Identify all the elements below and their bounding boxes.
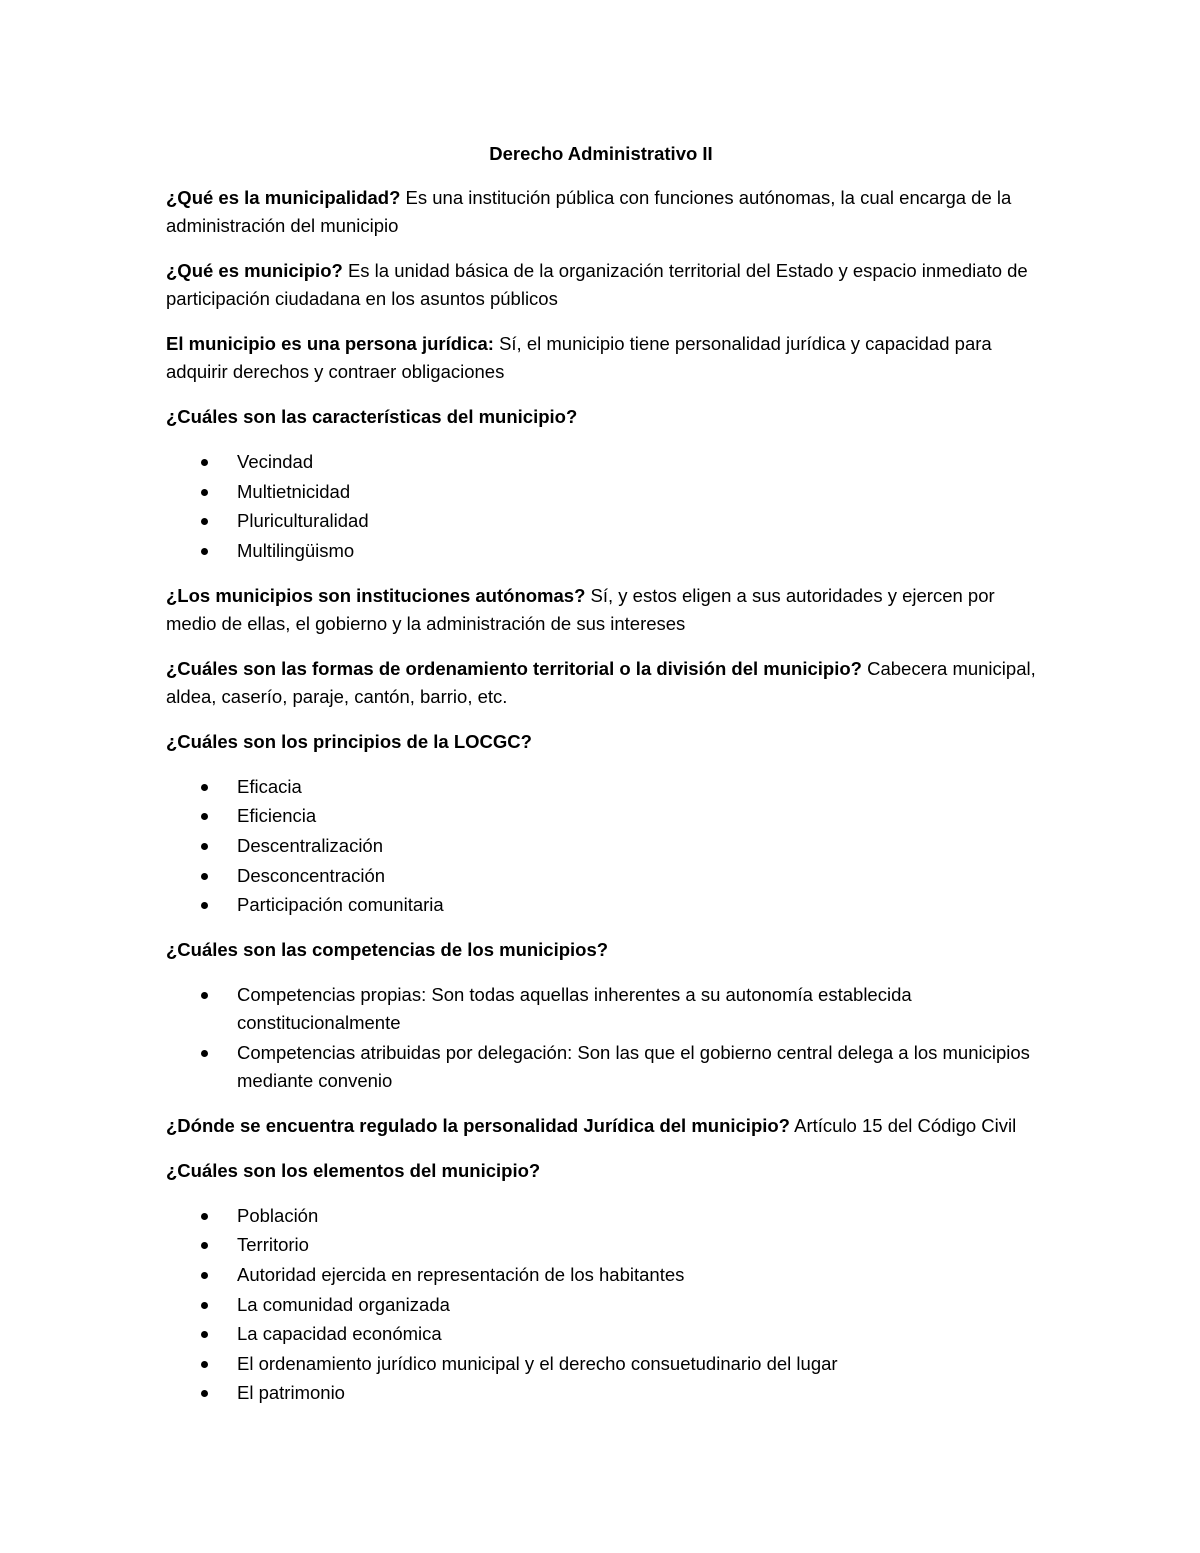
list-elementos bbox=[166, 1202, 1036, 1408]
question-principios: ¿Cuáles son los principios de la LOCGC? bbox=[166, 730, 532, 752]
list-item-text: La comunidad organizada bbox=[237, 1293, 450, 1315]
list-item bbox=[166, 1231, 1036, 1259]
bullet-icon bbox=[201, 548, 208, 555]
list-item-text: Multietnicidad bbox=[237, 480, 351, 502]
bullet-icon bbox=[201, 1272, 208, 1279]
answer-text: Es una institución pública con funciones autónomas, la cual encarga de la administración del municipio bbox=[166, 187, 1012, 236]
question-text: ¿Los municipios son instituciones autónomas? bbox=[166, 584, 586, 606]
bullet-icon bbox=[201, 489, 208, 496]
list-item-text: Vecindad bbox=[237, 451, 314, 472]
bullet-icon bbox=[201, 459, 208, 466]
bullet-icon bbox=[201, 813, 208, 820]
document-title: Derecho Administrativo II bbox=[489, 143, 713, 164]
bullet-icon bbox=[201, 1213, 208, 1220]
bullet-icon bbox=[201, 1390, 208, 1397]
list-item bbox=[166, 1039, 1036, 1095]
list-item-text: Eficiencia bbox=[237, 805, 317, 827]
list-caracteristicas bbox=[166, 448, 1036, 565]
list-item bbox=[166, 507, 1036, 535]
qa-persona-juridica bbox=[166, 330, 1036, 386]
list-item bbox=[166, 1379, 1036, 1407]
list-item-text: Eficacia bbox=[237, 775, 302, 797]
qa-municipio bbox=[166, 257, 1036, 313]
list-item bbox=[166, 1320, 1036, 1348]
list-item-text: La capacidad económica bbox=[237, 1323, 442, 1345]
question-elementos: ¿Cuáles son los elementos del municipio? bbox=[166, 1159, 541, 1181]
question-caracteristicas: ¿Cuáles son las características del municipio? bbox=[166, 406, 578, 427]
qa-autonomas bbox=[166, 582, 1036, 638]
bullet-icon bbox=[201, 1361, 208, 1368]
list-item bbox=[166, 802, 1036, 830]
list-item bbox=[166, 832, 1036, 860]
list-item-text: El ordenamiento jurídico municipal y el derecho consuetudinario del lugar bbox=[237, 1352, 838, 1374]
list-item bbox=[166, 981, 1036, 1037]
bullet-icon bbox=[201, 873, 208, 880]
bullet-icon bbox=[201, 1302, 208, 1309]
list-principios bbox=[166, 773, 1036, 919]
list-item bbox=[166, 448, 1036, 476]
answer-text: Cabecera municipal, aldea, caserío, paraje, cantón, barrio, etc. bbox=[166, 657, 1036, 707]
question-text: El municipio es una persona jurídica: bbox=[166, 333, 494, 354]
list-item bbox=[166, 1261, 1036, 1289]
list-item bbox=[166, 891, 1036, 919]
list-item-text: Desconcentración bbox=[237, 864, 386, 886]
list-item-text: Descentralización bbox=[237, 834, 384, 856]
list-item-text: Pluriculturalidad bbox=[237, 510, 369, 532]
list-item-text: Participación comunitaria bbox=[237, 894, 444, 916]
bullet-icon bbox=[201, 1331, 208, 1338]
answer-text: Sí, el municipio tiene personalidad jurídica y capacidad para adquirir derechos y contraer obligaciones bbox=[166, 333, 992, 382]
bullet-icon bbox=[201, 1050, 208, 1057]
answer-text: Sí, y estos eligen a sus autoridades y ejercen por medio de ellas, el gobierno y la administración de sus intereses bbox=[166, 584, 995, 634]
list-item bbox=[166, 1350, 1036, 1378]
qa-division bbox=[166, 655, 1036, 711]
question-text: ¿Qué es la municipalidad? bbox=[166, 187, 401, 208]
list-item bbox=[166, 478, 1036, 506]
list-item bbox=[166, 1291, 1036, 1319]
list-item-text: Competencias atribuidas por delegación: Son las que el gobierno central delega a los municipios mediante convenio bbox=[237, 1041, 1030, 1091]
list-item-text: Multilingüismo bbox=[237, 539, 355, 561]
question-text: ¿Dónde se encuentra regulado la personalidad Jurídica del municipio? bbox=[166, 1114, 790, 1136]
list-item bbox=[166, 1202, 1036, 1230]
bullet-icon bbox=[201, 902, 208, 909]
document-page bbox=[166, 140, 1036, 1424]
list-item-text: Territorio bbox=[237, 1234, 309, 1256]
answer-text: Es la unidad básica de la organización territorial del Estado y espacio inmediato de participación ciudadana en los asuntos públicos bbox=[166, 260, 1028, 309]
bullet-icon bbox=[201, 1242, 208, 1249]
answer-text: Artículo 15 del Código Civil bbox=[790, 1114, 1017, 1136]
bullet-icon bbox=[201, 518, 208, 525]
qa-personalidad-juridica bbox=[166, 1112, 1036, 1140]
list-item bbox=[166, 862, 1036, 890]
bullet-icon bbox=[201, 784, 208, 791]
question-competencias: ¿Cuáles son las competencias de los municipios? bbox=[166, 939, 609, 961]
list-competencias bbox=[166, 981, 1036, 1095]
list-item-text: Autoridad ejercida en representación de los habitantes bbox=[237, 1263, 685, 1285]
list-item-text: Población bbox=[237, 1204, 319, 1226]
question-text: ¿Qué es municipio? bbox=[166, 260, 343, 281]
bullet-icon bbox=[201, 843, 208, 850]
list-item-text: El patrimonio bbox=[237, 1382, 345, 1404]
list-item bbox=[166, 537, 1036, 565]
list-item bbox=[166, 773, 1036, 801]
question-text: ¿Cuáles son las formas de ordenamiento territorial o la división del municipio? bbox=[166, 657, 862, 679]
bullet-icon bbox=[201, 992, 208, 999]
list-item-text: Competencias propias: Son todas aquellas inherentes a su autonomía establecida constitucionalmente bbox=[237, 984, 912, 1034]
qa-municipalidad bbox=[166, 184, 1036, 240]
